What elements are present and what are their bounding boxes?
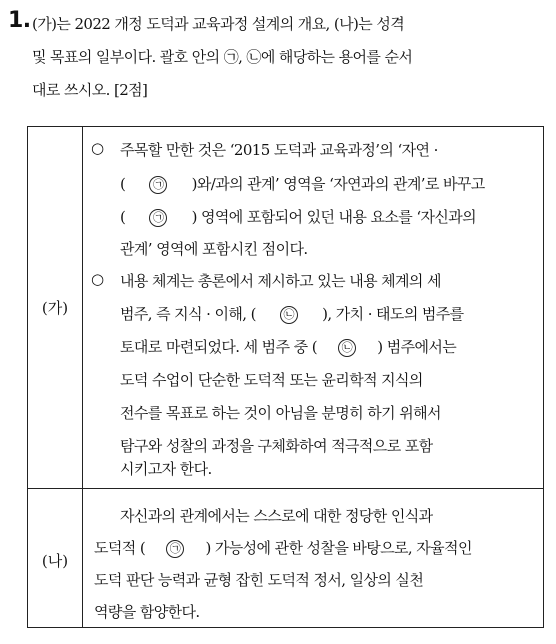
- question-number: 1.: [8, 8, 31, 33]
- ga-p1-line-4: 관계’ 영역에 포함시킨 점이다.: [120, 240, 308, 258]
- ga-p2-line-3-text-b: ) 범주에서는: [377, 338, 457, 356]
- ga-p2-line-4: 도덕 수업이 단순한 도덕적 또는 윤리학적 지식의: [120, 371, 423, 389]
- ga-p2-line-6: 탐구와 성찰의 과정을 구체화하여 적극적으로 포함: [120, 437, 433, 455]
- ga-p2-line-1: 내용 체계는 총론에서 제시하고 있는 내용 체계의 세: [120, 272, 441, 290]
- ga-p2-line-2-text-a: 범주, 즉 지식 · 이해, (: [120, 305, 256, 323]
- ga-p2-line-5: 전수를 목표로 하는 것이 아님을 분명히 하기 위해서: [120, 404, 441, 422]
- bullet-2: ○: [91, 270, 105, 288]
- blank-marker-2: ㉡: [338, 339, 356, 357]
- ga-p1-line-2: [120, 173, 485, 194]
- ga-p2-line-2-text-b: ), 가치 · 태도의 범주를: [322, 305, 464, 323]
- row-label-ga: (가): [41, 299, 69, 317]
- ga-p2-line-2: [120, 303, 464, 324]
- ga-p1-line-1: 주목할 만한 것은 ‘2015 도덕과 교육과정’의 ‘자연 ·: [120, 141, 438, 159]
- blank-marker-1: ㉠: [166, 540, 184, 558]
- ga-p1-line-3-text: ) 영역에 포함되어 있던 내용 요소를 ‘자신과의: [191, 208, 477, 226]
- ga-p1-line-3: [120, 206, 476, 227]
- blank-marker-1: ㉠: [149, 176, 167, 194]
- question-text-line-2: 및 목표의 일부이다. 괄호 안의 ㉠, ㉡에 해당하는 용어를 순서: [32, 48, 413, 66]
- content-table: [27, 126, 544, 628]
- na-line-4: 역량을 함양한다.: [94, 603, 200, 621]
- na-line-2-text-a: 도덕적 (: [94, 539, 146, 557]
- bullet-1: ○: [91, 139, 105, 157]
- ga-p1-line-2-text: )와/과의 관계’ 영역을 ‘자연과의 관계’로 바꾸고: [191, 175, 485, 193]
- na-line-2-text-b: ) 가능성에 관한 성찰을 바탕으로, 자율적인: [205, 539, 472, 557]
- column-divider: [82, 127, 83, 627]
- paren-open: (: [120, 208, 126, 226]
- ga-p2-line-3-text-a: 토대로 마련되었다. 세 범주 중 (: [120, 338, 317, 356]
- row-divider: [28, 488, 543, 489]
- na-line-1: 자신과의 관계에서는 스스로에 대한 정당한 인식과: [120, 507, 433, 525]
- ga-p2-line-3: [120, 336, 456, 357]
- paren-open: (: [120, 175, 126, 193]
- na-line-2: [94, 537, 472, 558]
- blank-marker-1: ㉠: [149, 209, 167, 227]
- ga-p2-line-7: 시키고자 한다.: [120, 460, 212, 478]
- row-label-na: (나): [41, 552, 69, 570]
- question-text-line-3: 대로 쓰시오. [2점]: [32, 81, 148, 99]
- question-text-line-1: (가)는 2022 개정 도덕과 교육과정 설계의 개요, (나)는 성격: [32, 15, 405, 33]
- blank-marker-2: ㉡: [280, 306, 298, 324]
- na-line-3: 도덕 판단 능력과 균형 잡힌 도덕적 정서, 일상의 실천: [94, 571, 424, 589]
